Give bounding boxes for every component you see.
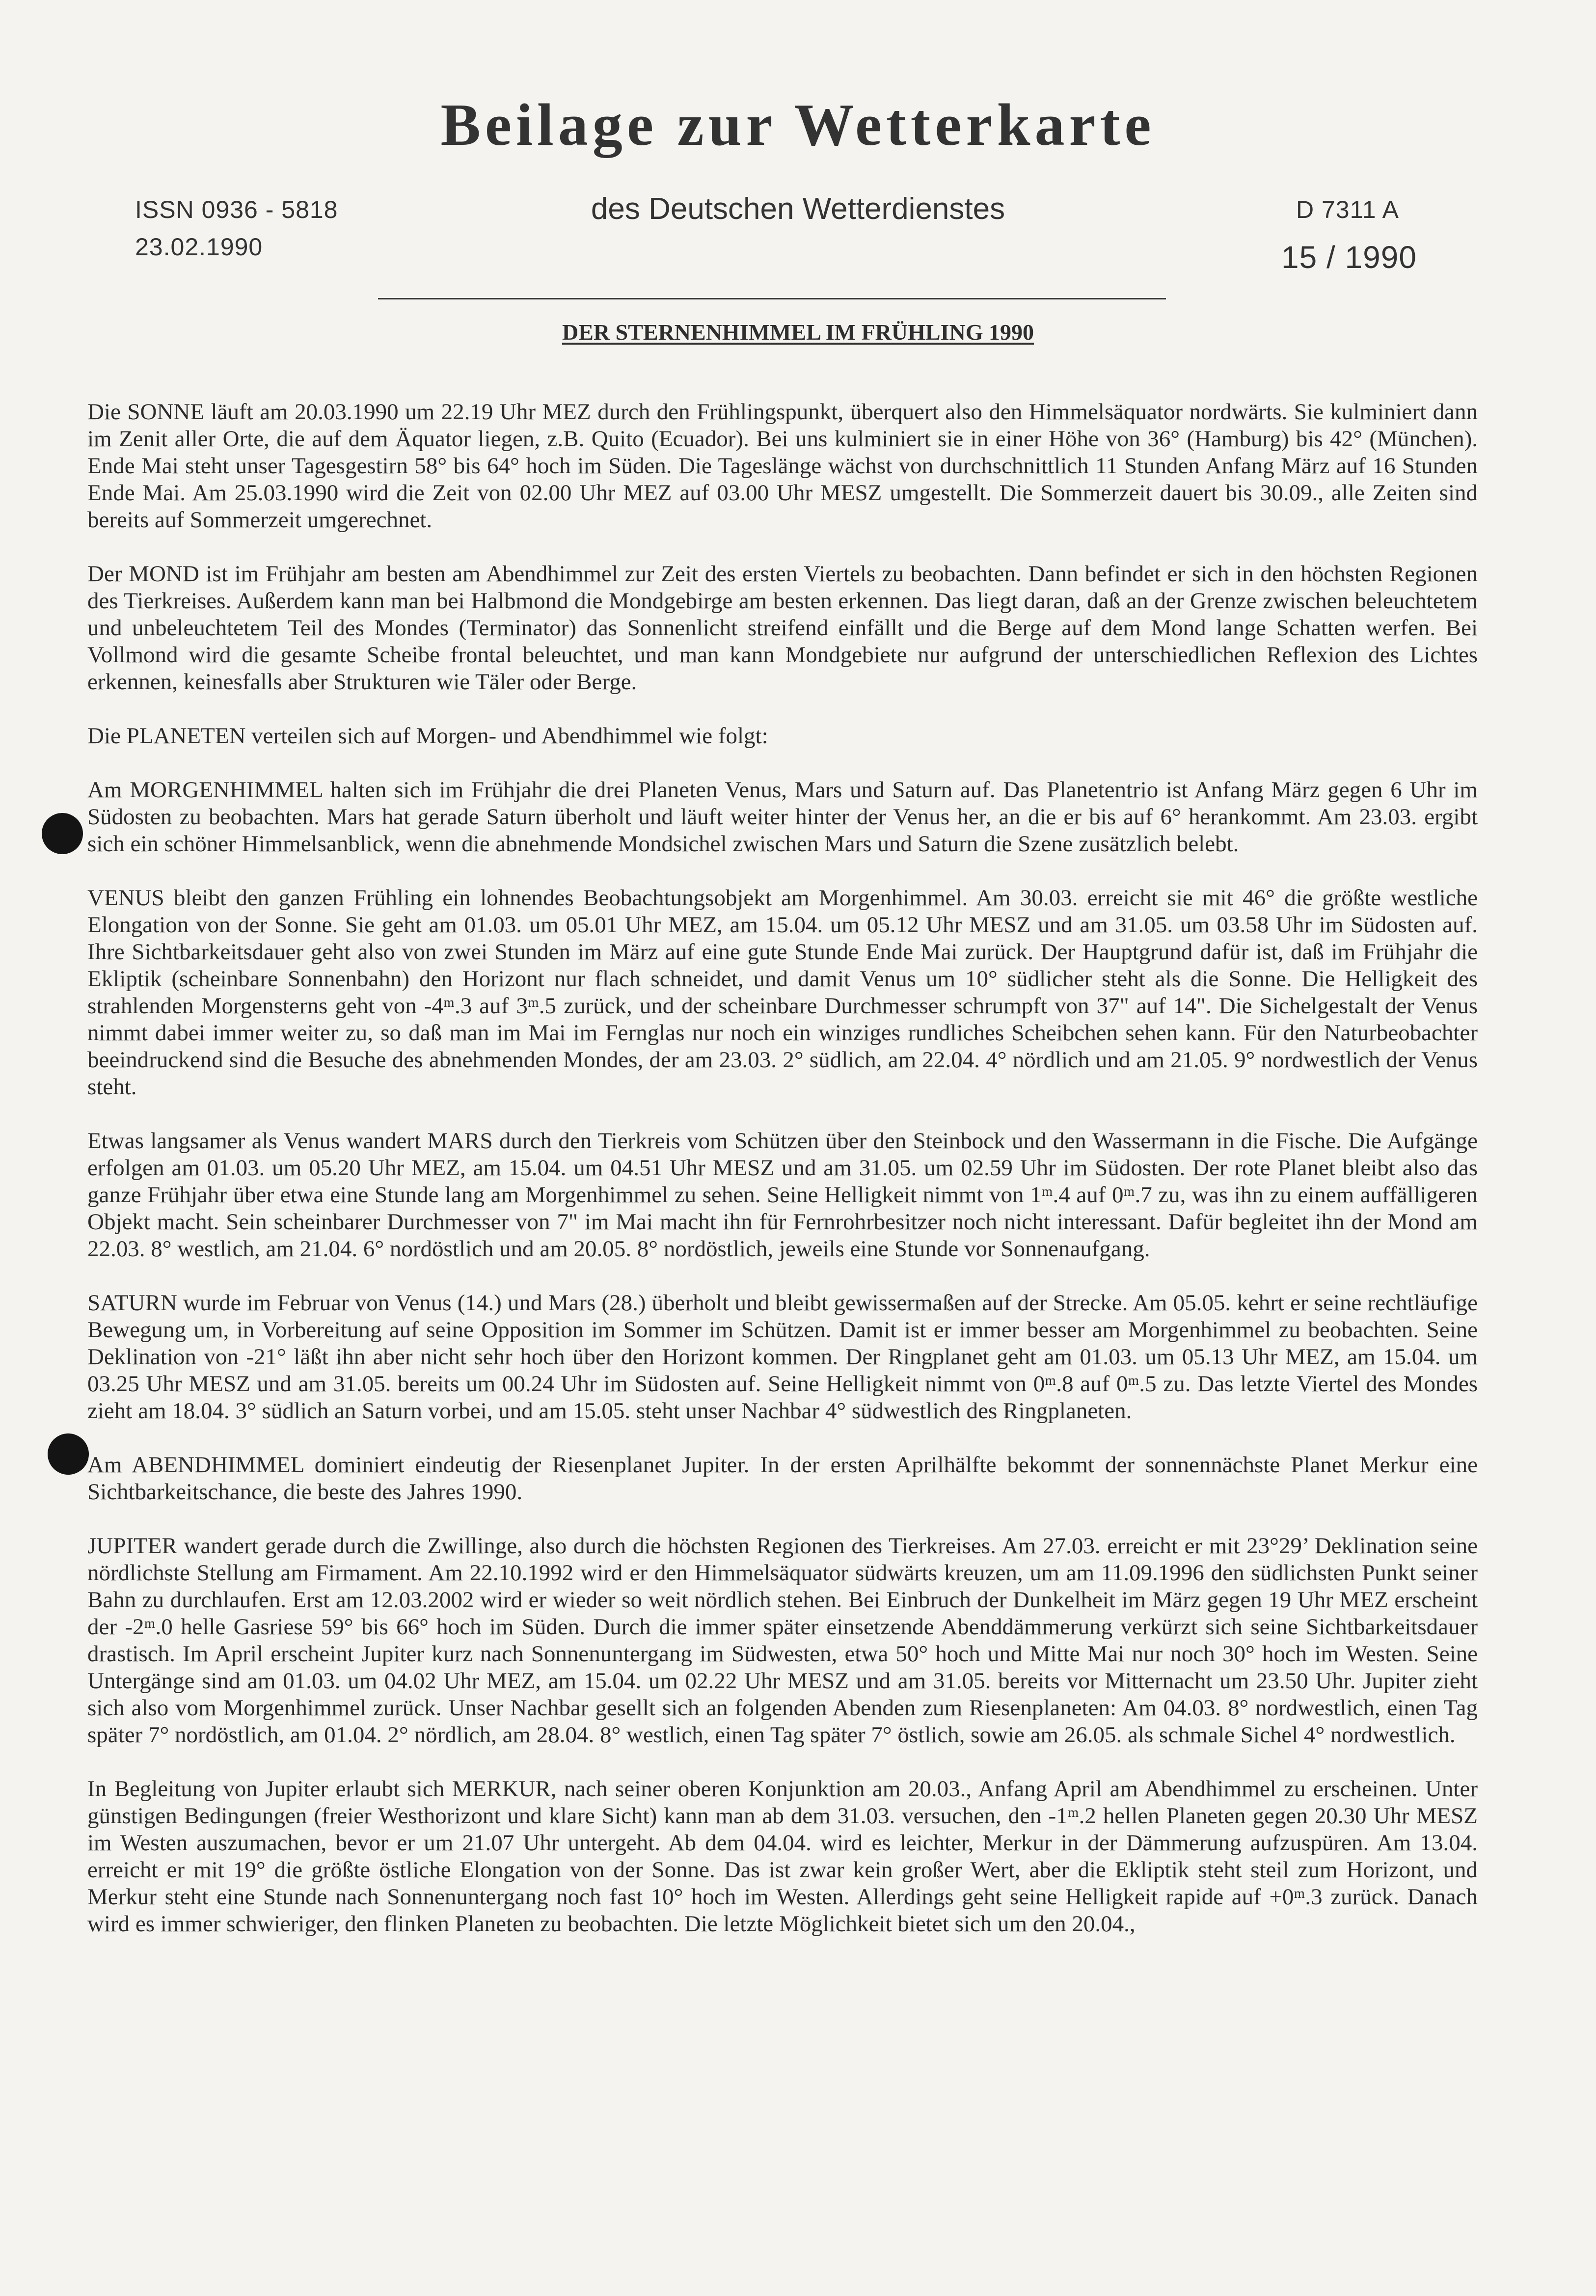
document-number: D 7311 A (1296, 196, 1400, 223)
page-title: Beilage zur Wetterkarte (440, 92, 1156, 158)
paragraph-mond: Der MOND ist im Frühjahr am besten am Abendhimmel zur Zeit des ersten Viertels zu beobachten. Dann befindet er sich in den höchsten Regionen des Tierkreises. Außerdem kann man bei Halbmond die Mondgebirge am besten erkennen. Das liegt daran, daß an der Grenze zwischen beleuchtetem und unbeleuchtetem Teil des Mondes (Terminator) das Sonnenlicht streifend einfällt und die Berge auf dem Mond lange Schatten werfen. Bei Vollmond wird die gesamte Scheibe frontal beleuchtet, und man kann Mondgebiete nur aufgrund der unterschiedlichen Reflexion des Lichtes erkennen, keinesfalls aber Strukturen wie Täler oder Berge. (87, 561, 1478, 695)
article-heading: DER STERNENHIMMEL IM FRÜHLING 1990 (562, 320, 1034, 345)
punch-hole-top (42, 813, 83, 854)
paragraph-saturn: SATURN wurde im Februar von Venus (14.) und Mars (28.) überholt und bleibt gewissermaßen auf der Strecke. Am 05.05. kehrt er seine rechtläufige Bewegung um, in Vorbereitung auf seine Opposition im Sommer im Schützen. Damit ist er immer besser am Morgenhimmel zu beobachten. Seine Deklination von -21° läßt ihn aber nicht sehr hoch über den Horizont kommen. Der Ringplanet geht am 01.03. um 05.13 Uhr MEZ, am 15.04. um 03.25 Uhr MESZ und am 31.05. bereits um 00.24 Uhr im Südosten auf. Seine Helligkeit nimmt von 0ᵐ.8 auf 0ᵐ.5 zu. Das letzte Viertel des Mondes zieht am 18.04. 3° südlich an Saturn vorbei, und am 15.05. steht unser Nachbar 4° südwestlich des Ringplaneten. (87, 1290, 1478, 1424)
paragraph-abendhimmel: Am ABENDHIMMEL dominiert eindeutig der Riesenplanet Jupiter. In der ersten Aprilhälfte bekommt der sonnennächste Planet Merkur eine Sichtbarkeitschance, die beste des Jahres 1990. (87, 1452, 1478, 1505)
header-divider (378, 298, 1166, 299)
paragraph-merkur: In Begleitung von Jupiter erlaubt sich MERKUR, nach seiner oberen Konjunktion am 20.03., Anfang April am Abendhimmel zu erscheinen. Unter günstigen Bedingungen (freier Westhorizont und klare Sicht) kann man ab dem 31.03. versuchen, den -1ᵐ.2 hellen Planeten gegen 20.30 Uhr MESZ im Westen auszumachen, bevor er um 21.07 Uhr untergeht. Ab dem 04.04. wird es leichter, Merkur in der Dämmerung aufzuspüren. Am 13.04. erreicht er mit 19° die größte östliche Elongation von der Sonne. Das ist zwar kein großer Wert, aber die Ekliptik steht steil zum Horizont, und Merkur steht eine Stunde nach Sonnenuntergang noch fast 10° hoch im Westen. Allerdings geht seine Helligkeit rapide auf +0ᵐ.3 zurück. Danach wird es immer schwieriger, den flinken Planeten zu beobachten. Die letzte Möglichkeit bietet sich um den 20.04., (87, 1776, 1478, 1937)
issue-number: 15 / 1990 (1281, 240, 1417, 275)
issn-number: ISSN 0936 - 5818 (135, 196, 338, 223)
paragraph-jupiter: JUPITER wandert gerade durch die Zwillinge, also durch die höchsten Regionen des Tierkreises. Am 27.03. erreicht er mit 23°29’ Deklination seine nördlichste Stellung am Firmament. Am 22.10.1992 wird er den Himmelsäquator südwärts kreuzen, um am 11.09.1996 den südlichsten Punkt seiner Bahn zu durchlaufen. Erst am 12.03.2002 wird er wieder so weit nördlich stehen. Bei Einbruch der Dunkelheit im März gegen 19 Uhr MEZ erscheint der -2ᵐ.0 helle Gasriese 59° bis 66° hoch im Süden. Durch die immer später einsetzende Abenddämmerung verkürzt sich seine Sichtbarkeitsdauer drastisch. Im April erscheint Jupiter kurz nach Sonnenuntergang im Südwesten, etwa 50° hoch und Mitte Mai nur noch 30° hoch im Westen. Seine Untergänge sind am 01.03. um 04.02 Uhr MEZ, am 15.04. um 02.22 Uhr MESZ und am 31.05. bereits vor Mitternacht um 23.50 Uhr. Jupiter zieht sich also vom Morgenhimmel zurück. Unser Nachbar gesellt sich an folgenden Abenden zum Riesenplaneten: Am 04.03. 8° nordwestlich, einen Tag später 7° nordöstlich, am 01.04. 2° nördlich, am 28.04. 8° westlich, einen Tag später 7° östlich, sowie am 26.05. als schmale Sichel 4° nordwestlich. (87, 1533, 1478, 1748)
paragraph-mars: Etwas langsamer als Venus wandert MARS durch den Tierkreis vom Schützen über den Steinbock und den Wassermann in die Fische. Die Aufgänge erfolgen am 01.03. um 05.20 Uhr MEZ, am 15.04. um 04.51 Uhr MESZ und am 31.05. um 02.59 Uhr im Südosten. Der rote Planet bleibt also das ganze Frühjahr über etwa eine Stunde lang am Morgenhimmel zu sehen. Seine Helligkeit nimmt von 1ᵐ.4 auf 0ᵐ.7 zu, was ihn zu einem auffälligeren Objekt macht. Sein scheinbarer Durchmesser von 7" im Mai macht ihn für Fernrohrbesitzer noch nicht interessant. Dafür begleitet ihn der Mond am 22.03. 8° westlich, am 21.04. 6° nordöstlich und am 20.05. 8° nordöstlich, jeweils eine Stunde vor Sonnenaufgang. (87, 1128, 1478, 1262)
punch-hole-bottom (48, 1433, 89, 1475)
paragraph-planeten: Die PLANETEN verteilen sich auf Morgen- und Abendhimmel wie folgt: (87, 723, 768, 749)
publication-date: 23.02.1990 (135, 233, 263, 261)
paragraph-sonne: Die SONNE läuft am 20.03.1990 um 22.19 Uhr MEZ durch den Frühlingspunkt, überquert also den Himmelsäquator nordwärts. Sie kulminiert dann im Zenit aller Orte, die auf dem Äquator liegen, z.B. Quito (Ecuador). Bei uns kulminiert sie in einer Höhe von 36° (Hamburg) bis 42° (München). Ende Mai steht unser Tagesgestirn 58° bis 64° hoch im Süden. Die Tageslänge wächst von durchschnittlich 11 Stunden Anfang März auf 16 Stunden Ende Mai. Am 25.03.1990 wird die Zeit von 02.00 Uhr MEZ auf 03.00 Uhr MESZ umgestellt. Die Sommerzeit dauert bis 30.09., alle Zeiten sind bereits auf Sommerzeit umgerechnet. (87, 399, 1478, 533)
article-body (87, 399, 1478, 1938)
page-subtitle: des Deutschen Wetterdienstes (591, 192, 1005, 226)
paragraph-morgenhimmel: Am MORGENHIMMEL halten sich im Frühjahr die drei Planeten Venus, Mars und Saturn auf. Das Planetentrio ist Anfang März gegen 6 Uhr im Südosten zu beobachten. Mars hat gerade Saturn überholt und läuft weiter hinter der Venus her, an die er bis auf 6° herankommt. Am 23.03. ergibt sich ein schöner Himmelsanblick, wenn die abnehmende Mondsichel zwischen Mars und Saturn die Szene zusätzlich belebt. (87, 777, 1478, 857)
paragraph-venus: VENUS bleibt den ganzen Frühling ein lohnendes Beobachtungsobjekt am Morgenhimmel. Am 30.03. erreicht sie mit 46° die größte westliche Elongation von der Sonne. Sie geht am 01.03. um 05.01 Uhr MEZ, am 15.04. um 05.12 Uhr MESZ und am 31.05. um 03.58 Uhr im Südosten auf. Ihre Sichtbarkeitsdauer geht also von zwei Stunden im März auf eine gute Stunde Ende Mai zurück. Der Hauptgrund dafür ist, daß im Frühjahr die Ekliptik (scheinbare Sonnenbahn) den Horizont nur flach schneidet, und damit Venus um 10° südlicher steht als die Sonne. Die Helligkeit des strahlenden Morgensterns geht von -4ᵐ.3 auf 3ᵐ.5 zurück, und der scheinbare Durchmesser schrumpft von 37" auf 14". Die Sichelgestalt der Venus nimmt dabei immer weiter zu, so daß man im Mai im Fernglas nur noch ein winziges rundliches Scheibchen sehen kann. Für den Naturbeobachter beeindruckend sind die Besuche des abnehmenden Mondes, der am 23.03. 2° südlich, am 22.04. 4° nördlich und am 21.05. 9° nordwestlich der Venus steht. (87, 885, 1478, 1100)
